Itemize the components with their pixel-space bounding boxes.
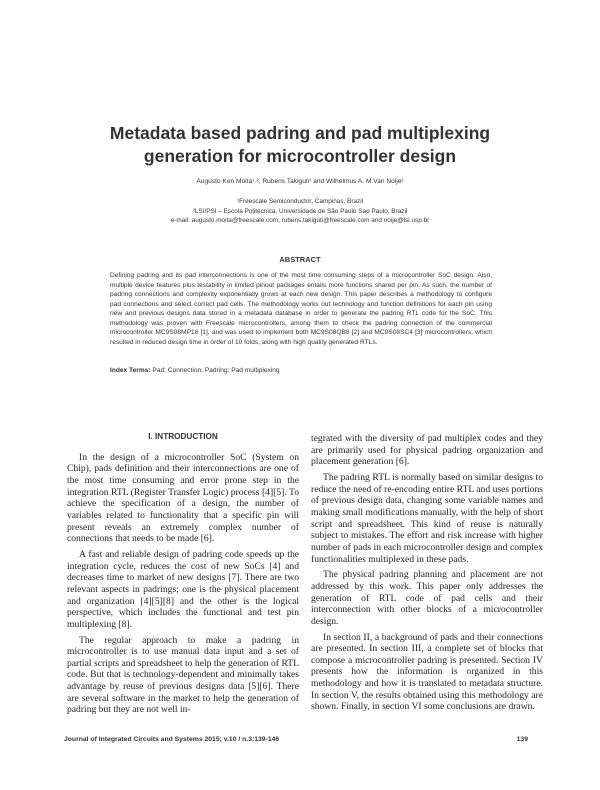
index-terms-text: Pad; Connection; Padring; Pad multiplexing: [150, 367, 280, 374]
title-line-1: Metadata based padring and pad multiplexing: [109, 123, 491, 143]
paragraph: A fast and reliable design of padring code speeds up the integration cycle, reduces the cost of new SoCs [4] and decreases time to market of new designs [7]. There are two relevant aspects in padrings; one is the physical placement and organization [4][5][8] and the other is the logical perspective, which includes the functional and test pin multiplexing [8].: [67, 548, 299, 630]
author-emails: e-mail: augusto.moita@freescale.com, rubens.takiguti@freescale.com and noije@lsi.usp.br: [170, 217, 430, 224]
index-terms-label: Index Terms:: [110, 367, 151, 374]
right-column: [311, 433, 543, 717]
paragraph: tegrated with the diversity of pad multiplex codes and they are primarily used for physical padring organization and placement generation [6].: [311, 433, 543, 468]
paper-title: [60, 122, 540, 168]
index-terms: [110, 367, 492, 374]
journal-citation: Journal of Integrated Circuits and Systems 2015; v.10 / n.3:139-146: [64, 736, 280, 743]
page-number: 139: [516, 736, 528, 743]
author-list: Augusto Ken Moita¹˒², Rubens Takiguti¹ and Wilhelmus A. M.Van Noije²: [196, 178, 404, 185]
title-line-2: generation for microcontroller design: [143, 146, 457, 166]
left-column: [67, 431, 299, 720]
page-footer: [64, 736, 528, 743]
paragraph: The regular approach to make a padring in microcontroller is to use manual data input and a set of partial scripts and spreadsheet to help the generation of RTL code. But that is technology-dependent and minimally takes advantage by reuse of previous designs data [5][6]. There are several software in the market to help the generation of padring but they are not well in-: [67, 634, 299, 716]
paragraph: In section II, a background of pads and their connections are presented. In section III, a complete set of blocks that compose a microcontroller padring is presented. Section IV presents how the information is organized in this methodology and how it is translated to metadata structure. In section V, the results obtained using this methodology are shown. Finally, in section VI some conclusions are drawn.: [311, 631, 543, 713]
abstract-heading: ABSTRACT: [279, 255, 321, 264]
paragraph: The padring RTL is normally based on similar designs to reduce the need of re-encoding entire RTL and uses portions of previous design data, changing some variable names and making small modifications manually, with the help of short script and spreadsheet. This kind of reuse is naturally subject to mistakes. The effort and risk increase with higher number of pads in each microcontroller design and complex functionalities multiplexed in these pads.: [311, 471, 543, 565]
paragraph: The physical padring planning and placement are not addressed by this work. This paper only addresses the generation of RTL code of pad cells and their interconnection with other blocks of a microcontroller design.: [311, 569, 543, 627]
affiliation-1: ¹Freescale Semiconductor, Campinas, Brazil: [236, 198, 364, 205]
section-heading: I. INTRODUCTION: [148, 432, 218, 441]
abstract-text: Defining padring and its pad interconnections is one of the most time consuming steps of a microcontroller SoC design. Also, multiple device features plus testability in limited pinout packages entails more functions shared per pin. As such, the number of padring connections and complexity exponentially grows at each new design. This paper describes a methodology to configure pad connections and select correct pad cells. The methodology works out technology and function definitions for each pin using new and previous designs data stored in a metadata database in order to generate the padring RTL code for the SoC. This methodology was proven with Freescale microcontrollers, among them to check the padring connection of the commercial microcontroller MC9S08MP16 [1], and was used to implement both MC9S08QB8 [2] and MC9S08SC4 [3] microcontrollers, which resulted in reduced design time in order of 10 folds, along with high quality generated RTLs.: [110, 272, 492, 346]
paragraph: In the design of a microcontroller SoC (System on Chip), pads definition and their interconnections are one of the most time consuming and error prone step in the integration RTL (Register Transfer Logic) process [4][5]. To achieve the specification of a design, the number of variables related to functionality that a specific pin will present reveals an extremely complex number of connections that needs to be made [6].: [67, 451, 299, 545]
affiliation-2: ²LSI/PSI – Escola Politécnica, Universidade de São Paulo Sao Paulo, Brazil: [192, 208, 408, 215]
